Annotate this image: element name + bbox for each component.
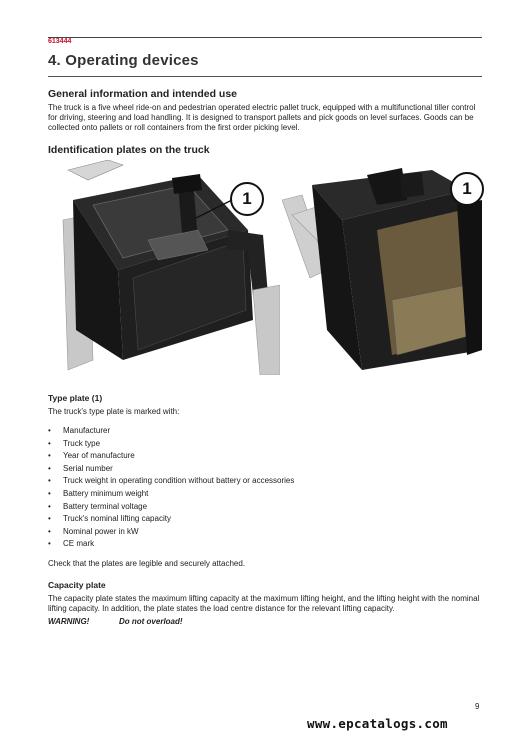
bullet-marker: • <box>48 501 51 511</box>
general-paragraph: The truck is a five wheel ride-on and pedestrian operated electric pallet truck, equipped with a multifunctional tiller control for driving, steering and load handling. It is designed to transport pallets and pick goods on level surfaces. Goods can be collected onto pallets or roll containers from the first order picking level. <box>48 103 476 132</box>
document-number: 613444 <box>48 38 72 45</box>
type-plate-note: Check that the plates are legible and securely attached. <box>48 559 246 568</box>
list-item <box>48 513 294 526</box>
list-item <box>48 450 294 463</box>
list-item-text: Nominal power in kW <box>63 526 139 536</box>
bullet-marker: • <box>48 438 51 448</box>
header-rule <box>48 37 482 38</box>
callout-type-plate-left: 1 <box>230 182 264 216</box>
truck-figure-left <box>48 160 280 375</box>
callout-leader-left <box>48 160 280 375</box>
callout-type-plate-right: 1 <box>450 172 484 206</box>
section-heading-identification: Identification plates on the truck <box>48 144 210 156</box>
list-item-text: CE mark <box>63 539 95 549</box>
list-item <box>48 438 294 451</box>
warning-text: Do not overload! <box>119 617 183 626</box>
chapter-title: 4. Operating devices <box>48 52 199 69</box>
list-item <box>48 425 294 438</box>
page-number: 9 <box>475 702 480 711</box>
bullet-marker: • <box>48 476 51 486</box>
capacity-plate-paragraph: The capacity plate states the maximum lifting capacity at the maximum lifting height, and the lifting height with the nominal lifting capacity. In addition, the plate states the load centre distance for the relevant lifting capacity. <box>48 594 480 613</box>
list-item-text: Battery minimum weight <box>63 488 149 498</box>
bullet-marker: • <box>48 451 51 461</box>
subheading-type-plate: Type plate (1) <box>48 393 103 403</box>
list-item <box>48 501 294 514</box>
list-item <box>48 463 294 476</box>
list-item-text: Serial number <box>63 463 113 473</box>
bullet-marker: • <box>48 539 51 549</box>
bullet-marker: • <box>48 426 51 435</box>
list-item-text: Manufacturer <box>63 426 111 435</box>
list-item-text: Truck's nominal lifting capacity <box>63 514 171 524</box>
list-item-text: Battery terminal voltage <box>63 501 148 511</box>
list-item-text: Truck type <box>63 438 101 448</box>
list-item <box>48 526 294 539</box>
bullet-marker: • <box>48 514 51 524</box>
list-item <box>48 475 294 488</box>
list-item <box>48 488 294 501</box>
type-plate-list <box>48 425 294 551</box>
bullet-marker: • <box>48 463 51 473</box>
watermark-url: www.epcatalogs.com <box>307 716 448 731</box>
bullet-marker: • <box>48 526 51 536</box>
list-item-text: Year of manufacture <box>63 451 135 461</box>
warning-row <box>48 617 183 626</box>
callout-leader-right <box>282 160 482 375</box>
subheading-capacity-plate: Capacity plate <box>48 580 106 590</box>
section-heading-general: General information and intended use <box>48 88 238 100</box>
list-item <box>48 538 294 551</box>
truck-figure-right <box>282 160 482 375</box>
type-plate-intro: The truck's type plate is marked with: <box>48 407 180 416</box>
list-item-text: Truck weight in operating condition without battery or accessories <box>63 476 295 486</box>
title-rule <box>48 76 482 77</box>
bullet-marker: • <box>48 488 51 498</box>
warning-label: WARNING! <box>48 617 90 626</box>
